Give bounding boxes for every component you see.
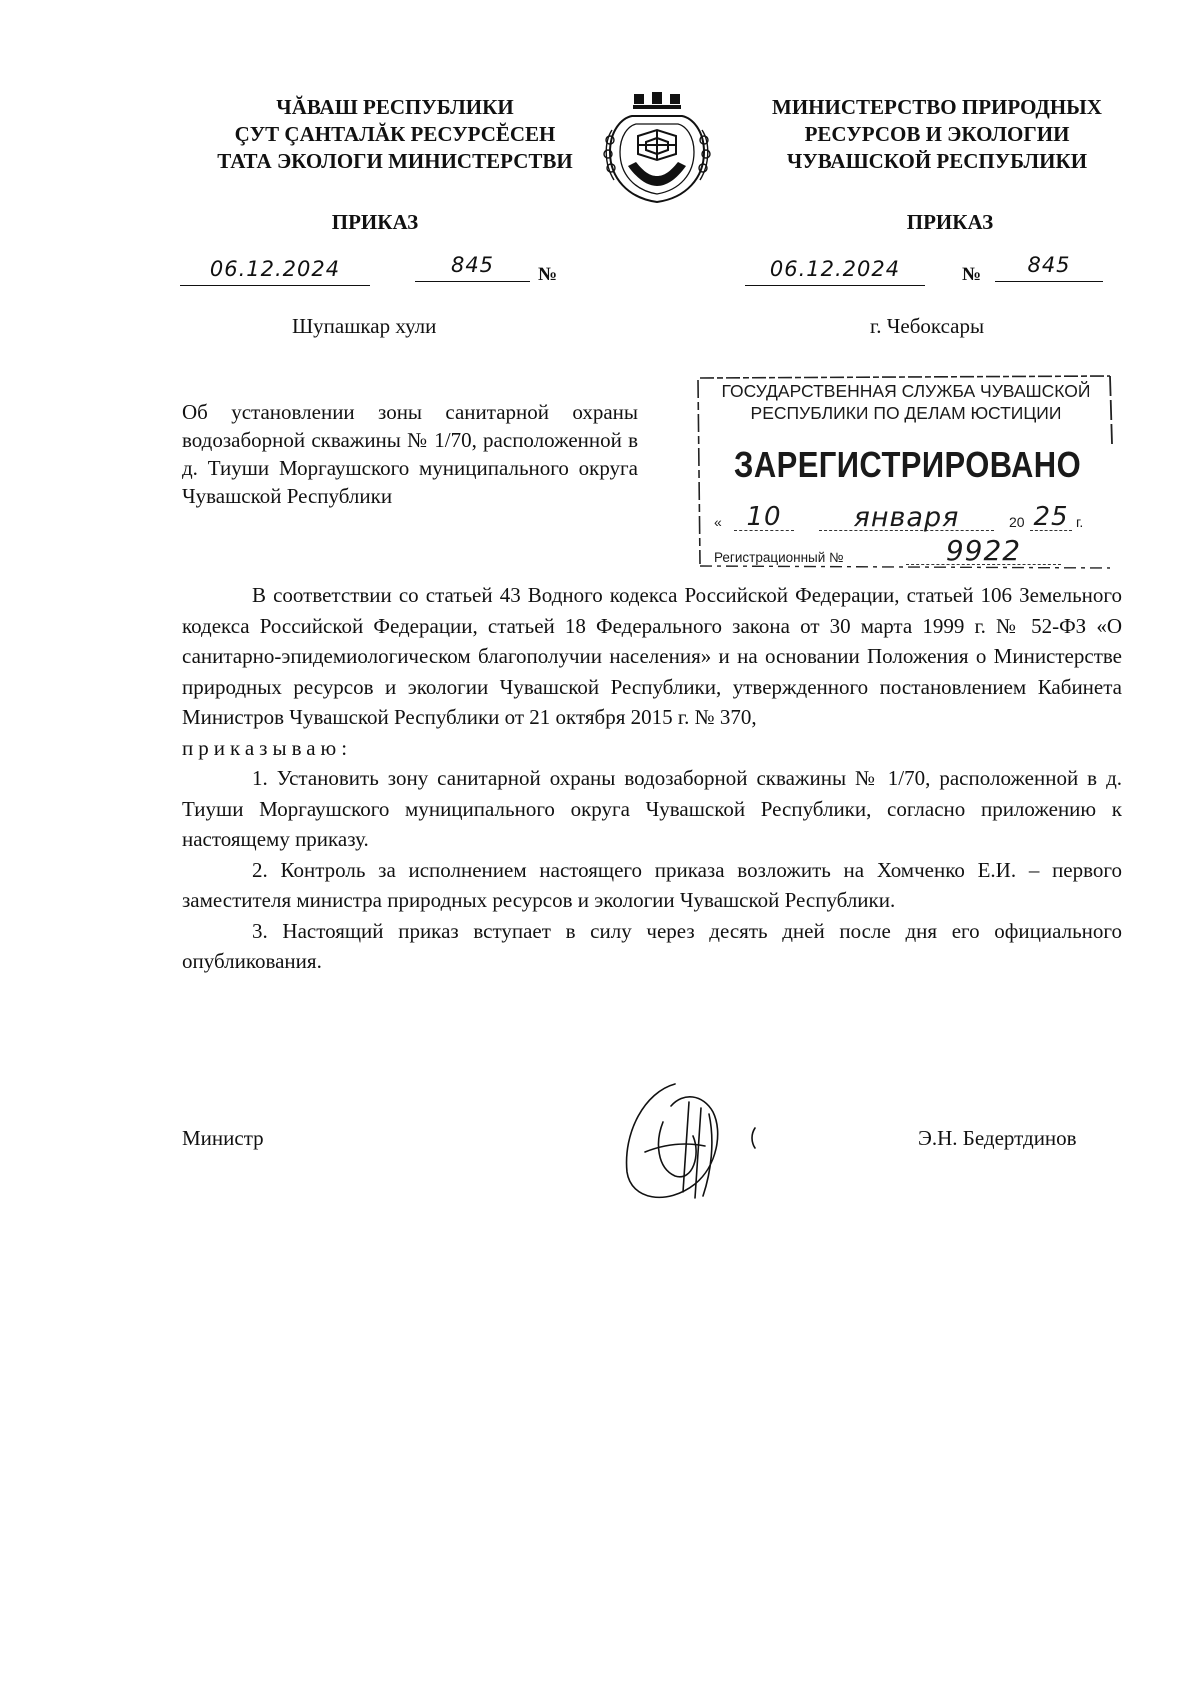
header-chuvash-line-2: ÇУТ ÇАНТАЛĂК РЕСУРСĔСЕН [234, 122, 556, 146]
order-date-right: 06.12.2024 [745, 257, 925, 286]
stamp-regnum-value: 9922 [906, 534, 1061, 565]
handwritten-signature-icon [605, 1072, 785, 1212]
order-title: Об установлении зоны санитарной охраны водозаборной скважины № 1/70, расположенной в д. Тиуши Моргаушского муниципального округа Чувашской Республики [182, 400, 638, 508]
order-label-russian: ПРИКАЗ [906, 210, 994, 234]
stamp-year-prefix: 20 [1009, 514, 1025, 530]
header-chuvash [210, 94, 580, 175]
stamp-registration-number [714, 534, 1110, 570]
order-number-left: 845 [415, 253, 530, 282]
stamp-day: 10 [734, 502, 794, 531]
signer-title: Министр [182, 1126, 264, 1150]
order-date-left: 06.12.2024 [180, 257, 370, 286]
place-chuvash: Шупашкар хули [292, 314, 437, 338]
header-russian-line-3: ЧУВАШСКОЙ РЕСПУБЛИКИ [786, 149, 1088, 173]
body-decree-word: приказываю: [182, 735, 353, 760]
stamp-agency-line-1: ГОСУДАРСТВЕННАЯ СЛУЖБА ЧУВАШСКОЙ [721, 381, 1091, 401]
stamp-year: 25 [1030, 502, 1072, 531]
body-preamble: В соответствии со статьей 43 Водного кодекса Российской Федерации, статьей 106 Земельного кодекса Российской Федерации, статьей 18 Федерального закона от 30 марта 1999 г. № 52-ФЗ «О санитарно-эпидемиологическом благополучии населения» и на основании Положения о Министерстве природных ресурсов и экологии Чувашской Республики, утвержденного постановлением Кабинета Министров Чувашской Республики от 21 октября 2015 г. № 370, [182, 583, 1122, 729]
header-russian-line-2: РЕСУРСОВ И ЭКОЛОГИИ [804, 122, 1070, 146]
stamp-date [714, 502, 1110, 536]
stamp-quote-open: « [714, 514, 722, 530]
body-item-3: 3. Настоящий приказ вступает в силу через десять дней после дня его официального опубликования. [182, 918, 1122, 973]
body-item-1: 1. Установить зону санитарной охраны водозаборной скважины № 1/70, расположенной в д. Тиуши Моргаушского муниципального округа Чувашской Республики, согласно приложению к настоящему приказу. [182, 766, 1122, 851]
order-number-right: 845 [995, 253, 1103, 282]
stamp-regnum-label: Регистрационный № [714, 550, 844, 565]
body-item-2: 2. Контроль за исполнением настоящего приказа возложить на Хомченко Е.И. – первого заместителя министра природных ресурсов и экологии Чувашской Республики. [182, 857, 1122, 912]
stamp-month: января [819, 502, 994, 531]
number-sign-right: № [962, 264, 982, 285]
header-chuvash-line-3: ТАТА ЭКОЛОГИ МИНИСТЕРСТВИ [217, 149, 573, 173]
stamp-registered: ЗАРЕГИСТРИРОВАНО [734, 444, 1082, 485]
stamp-year-unit: г. [1076, 514, 1084, 530]
place-russian: г. Чебоксары [870, 314, 985, 338]
order-label-chuvash: ПРИКАЗ [331, 210, 419, 234]
registration-stamp [692, 374, 1118, 570]
signer-name: Э.Н. Бедертдинов [918, 1126, 1077, 1150]
number-sign-left: № [538, 264, 558, 285]
order-body [182, 580, 1122, 977]
header-russian-line-1: МИНИСТЕРСТВО ПРИРОДНЫХ [772, 95, 1102, 119]
header-chuvash-line-1: ЧĂВАШ РЕСПУБЛИКИ [276, 95, 514, 119]
stamp-agency-line-2: РЕСПУБЛИКИ ПО ДЕЛАМ ЮСТИЦИИ [750, 403, 1062, 423]
header-russian [742, 94, 1132, 175]
chuvash-coat-of-arms-icon [598, 90, 716, 210]
